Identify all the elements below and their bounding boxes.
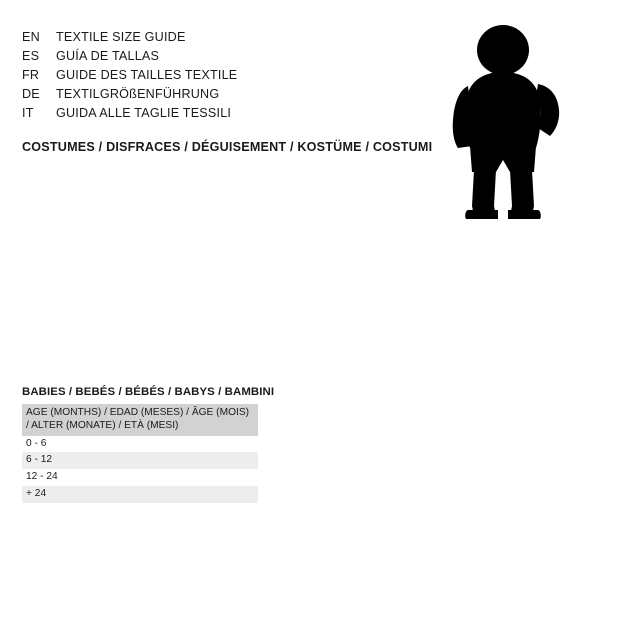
language-row <box>22 68 442 87</box>
language-row <box>22 30 442 49</box>
language-list <box>22 30 442 125</box>
language-label: TEXTILE SIZE GUIDE <box>56 30 186 44</box>
toddler-silhouette-icon <box>440 20 600 235</box>
size-table-section <box>22 386 275 503</box>
language-row <box>22 49 442 68</box>
table-row <box>22 469 258 486</box>
table-cell-age: 6 - 12 <box>22 452 258 469</box>
language-label: GUIDA ALLE TAGLIE TESSILI <box>56 106 232 120</box>
language-code: EN <box>22 30 40 44</box>
language-code: DE <box>22 87 40 101</box>
language-code: IT <box>22 106 34 120</box>
language-row <box>22 106 442 125</box>
size-table <box>22 404 258 503</box>
language-label: GUIDE DES TAILLES TEXTILE <box>56 68 238 82</box>
table-header-row <box>22 404 258 436</box>
table-cell-age: + 24 <box>22 486 258 503</box>
table-caption: BABIES / BEBÉS / BÉBÉS / BABYS / BAMBINI <box>22 386 275 398</box>
table-header-cell: AGE (MONTHS) / EDAD (MESES) / ÂGE (MOIS) / ALTER (MONATE) / ETÀ (MESI) <box>22 404 258 436</box>
language-code: FR <box>22 68 40 82</box>
language-label: TEXTILGRÖßENFÜHRUNG <box>56 87 220 101</box>
language-label: GUÍA DE TALLAS <box>56 49 160 63</box>
table-row <box>22 452 258 469</box>
language-code: ES <box>22 49 40 63</box>
table-row <box>22 486 258 503</box>
table-row <box>22 436 258 453</box>
table-cell-age: 0 - 6 <box>22 436 258 453</box>
category-subtitle: COSTUMES / DISFRACES / DÉGUISEMENT / KOSTÜME / COSTUMI <box>22 140 433 154</box>
language-row <box>22 87 442 106</box>
table-cell-age: 12 - 24 <box>22 469 258 486</box>
